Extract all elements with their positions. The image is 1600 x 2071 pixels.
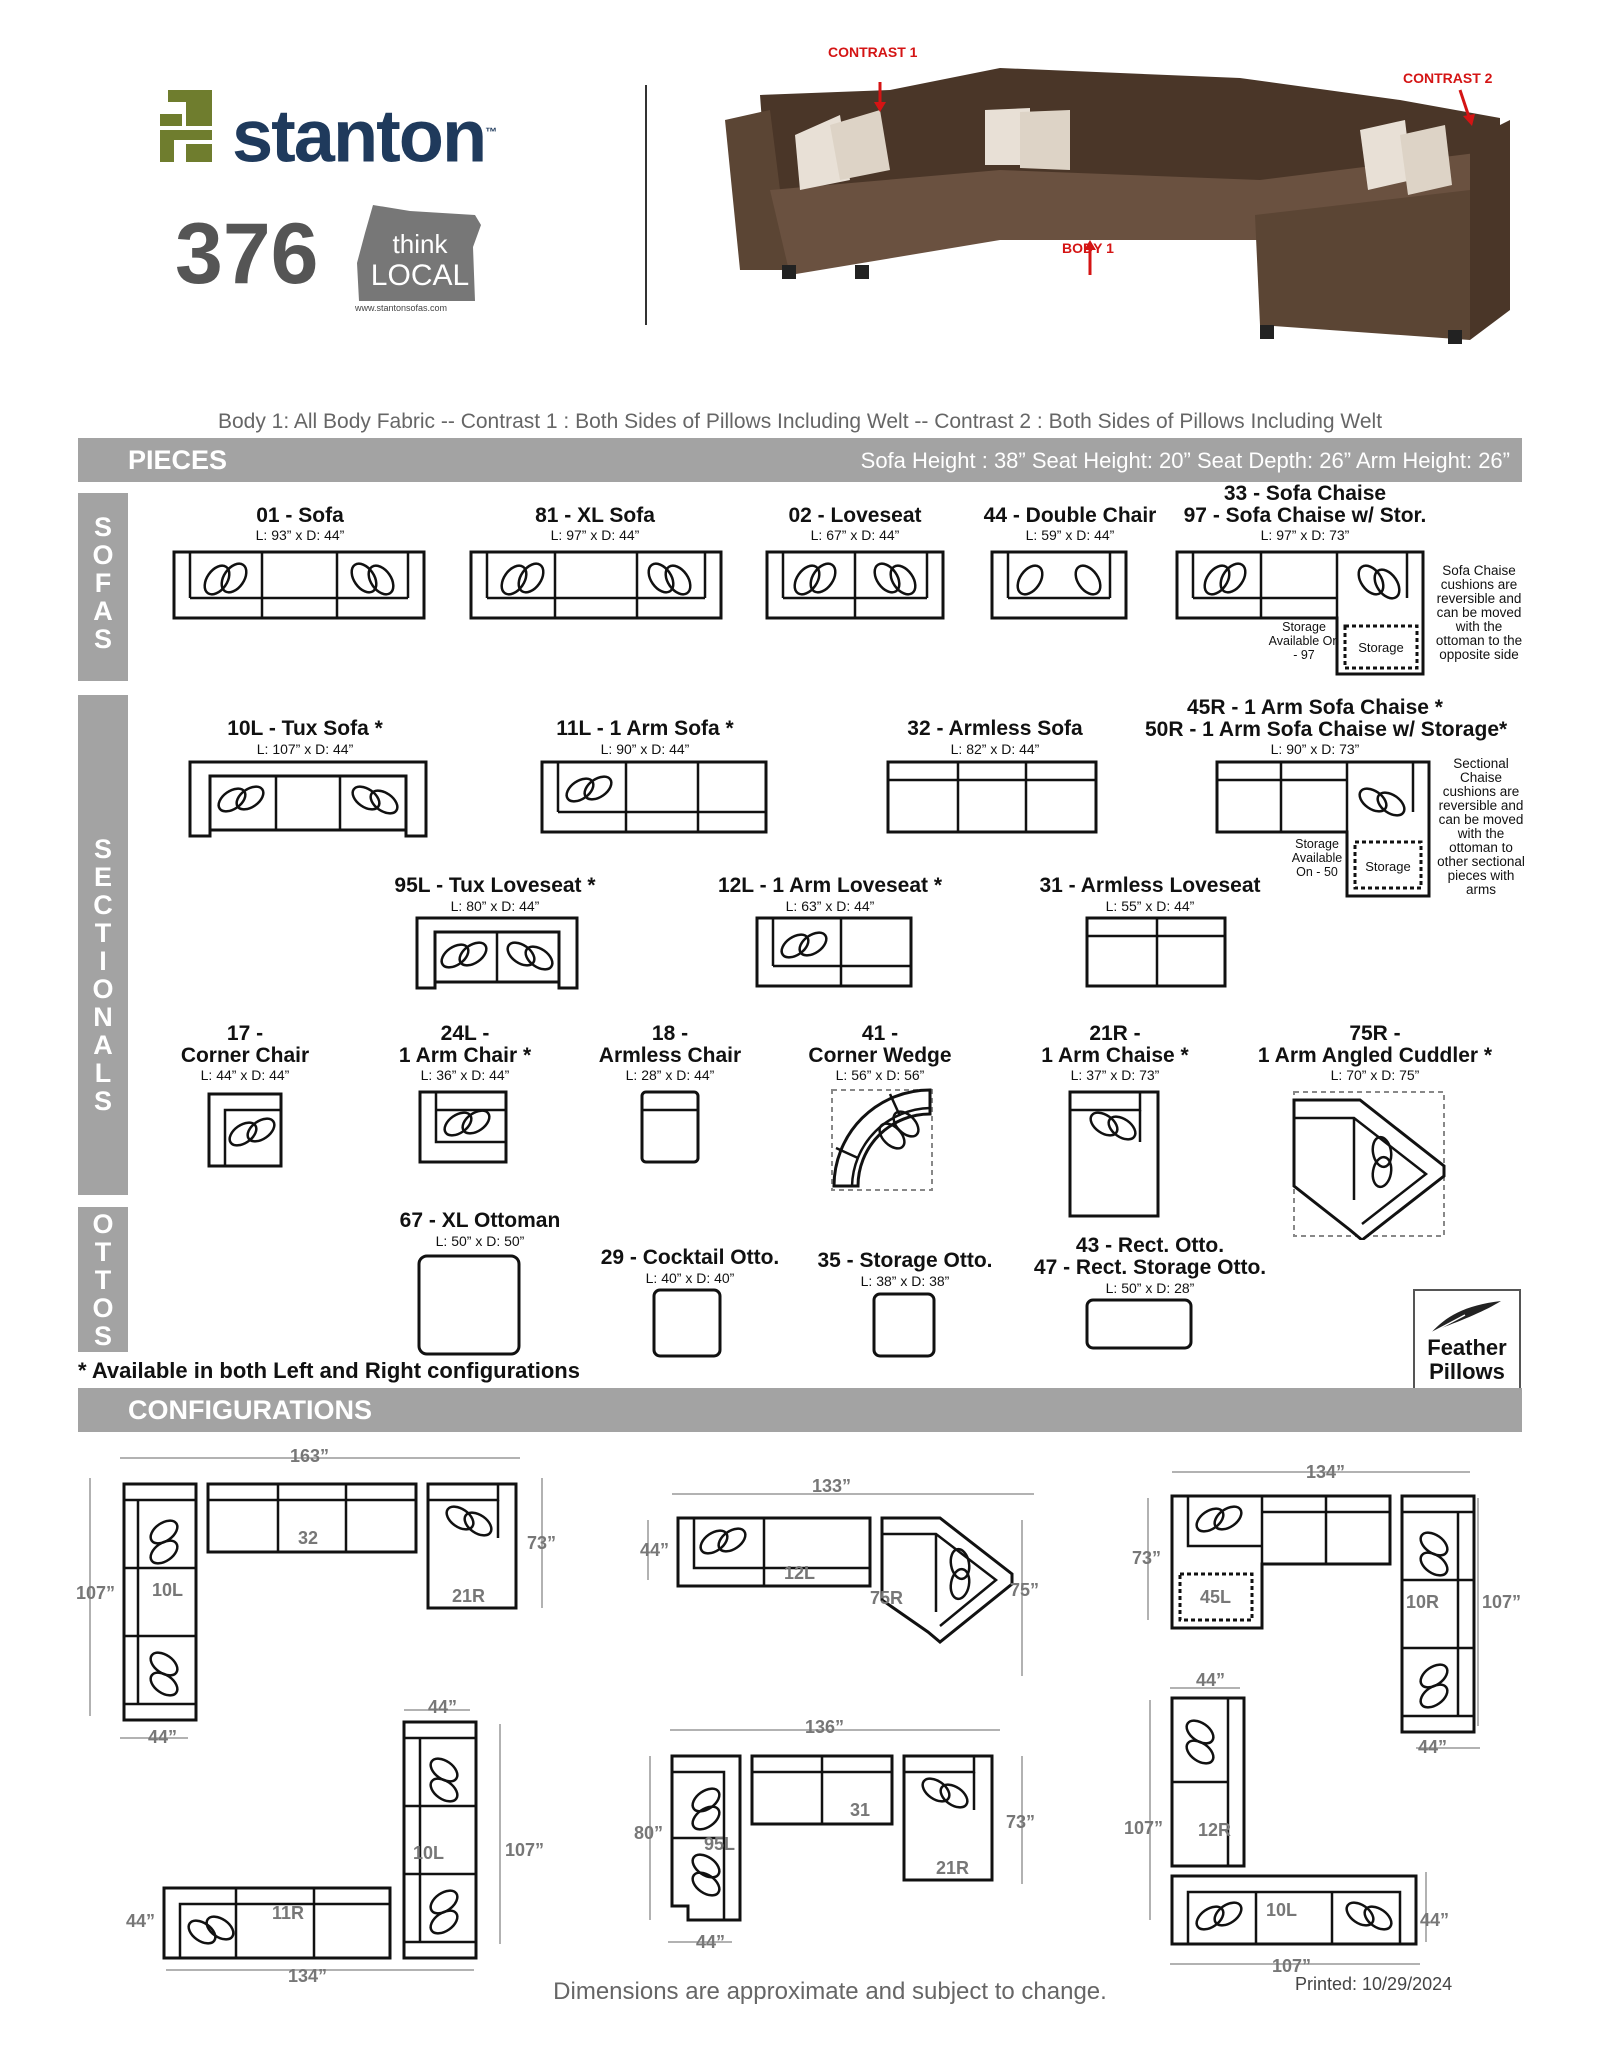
double-chair-44-diagram [990,548,1130,624]
side-label-letter: S [93,834,112,864]
sofa-photo [700,40,1520,360]
contrast2-callout: CONTRAST 2 [1403,70,1493,86]
piece-dims: L: 67” x D: 44” [810,527,900,543]
side-label-letter: S [93,1321,112,1351]
config4-diagram [130,1700,530,1980]
config6-top-dim: 44” [1196,1670,1226,1690]
think-local-badge [355,203,485,313]
piece-name: Corner Chair [180,1044,310,1067]
config5-piece-label: 21R [936,1858,970,1878]
piece-name: 32 - Armless Sofa [907,717,1083,740]
piece-dims: L: 40” x D: 40” [645,1270,735,1286]
piece-name: 50R - 1 Arm Sofa Chaise w/ Storage* [1145,718,1508,741]
piece-name: 67 - XL Ottoman [399,1209,561,1232]
config3-left-dim: 73” [1132,1548,1162,1568]
config1-top-dim: 163” [290,1446,330,1466]
config5-right-dim: 73” [1006,1812,1036,1832]
feather-icon [1425,1297,1505,1337]
piece-dims: L: 107” x D: 44” [256,741,354,757]
chaise-side-note: Sectional Chaise cushions are reversible and can be moved with the ottoman to other sectional pieces with arms [1437,756,1525,897]
side-label-letter: O [92,1209,114,1239]
piece-dims: L: 59” x D: 44” [1025,527,1115,543]
side-label-letter: T [94,1265,112,1295]
side-label-letter: S [93,624,112,654]
piece-name: 24L - [440,1022,490,1045]
config6-diagram [1120,1680,1450,1980]
piece-name: 47 - Rect. Storage Otto. [1033,1256,1267,1279]
side-label-letter: S [93,512,112,542]
piece-name: 1 Arm Chair * [398,1044,532,1067]
angled-cuddler-75r-diagram [1290,1090,1450,1240]
config2-left-dim: 44” [640,1540,670,1560]
piece-name: 75R - [1349,1022,1401,1045]
disclaimer: Dimensions are approximate and subject to change. [553,1978,1107,2005]
arm-loveseat-12l-diagram [755,916,915,992]
corner-wedge-41-diagram [830,1088,934,1192]
config1-piece-label: 32 [298,1528,319,1548]
loveseat-02-diagram [765,548,945,624]
config1-right-dim: 73” [527,1533,557,1553]
footnote: * Available in both Left and Right configurations [78,1358,580,1383]
piece-name: 45R - 1 Arm Sofa Chaise * [1187,696,1443,719]
side-label-letter: E [93,862,112,892]
config4-left-dim: 44” [126,1911,156,1931]
piece-name: 1 Arm Chaise * [1041,1044,1189,1067]
config4-right-dim: 107” [505,1840,545,1860]
piece-dims: L: 36” x D: 44” [420,1067,510,1083]
feather-line1: Feather [1427,1335,1507,1360]
piece-name: 31 - Armless Loveseat [1039,874,1261,897]
config4-top-dim: 44” [428,1697,458,1717]
piece-dims: L: 97” x D: 73” [1260,527,1350,543]
piece-name: 1 Arm Angled Cuddler * [1257,1044,1493,1067]
piece-dims: L: 90” x D: 44” [600,741,690,757]
tux-sofa-10l-diagram [188,760,428,840]
piece-name: 02 - Loveseat [788,504,922,527]
contrast1-callout: CONTRAST 1 [828,44,918,60]
side-label-letter: T [94,1237,112,1267]
configurations-bar [78,1388,1522,1432]
piece-name: Corner Wedge [808,1044,952,1067]
website-text: www.stantonsofas.com [355,303,448,313]
piece-name: 18 - [651,1022,689,1045]
piece-dims: L: 38” x D: 38” [860,1273,950,1289]
feather-pillows-badge [1413,1289,1521,1391]
config6-right-dim: 44” [1420,1910,1450,1930]
storage-ottoman-35-diagram [870,1290,938,1360]
local-text: LOCAL [370,259,470,292]
side-label-sectionals [78,695,128,1195]
armless-sofa-32-diagram [886,760,1100,840]
config2-top-dim: 133” [812,1476,852,1496]
storage-note: Storage Available On - 50 [1291,837,1343,879]
chaise-side-note: Sofa Chaise cushions are reversible and can be moved with the ottoman to the opposite side [1435,563,1523,662]
config6-left-dim: 107” [1124,1818,1164,1838]
config4-piece-label: 10L [413,1843,445,1863]
piece-name: 17 - [226,1022,264,1045]
storage-text: Storage [1365,859,1411,874]
piece-name: 33 - Sofa Chaise [1223,482,1387,505]
side-label-letter: N [93,1002,113,1032]
sectional-sofa-image [700,40,1520,360]
side-label-letter: O [92,974,114,1004]
side-label-letter: A [93,1030,113,1060]
piece-name: 95L - Tux Loveseat * [394,874,596,897]
printed-date: Printed: 10/29/2024 [1295,1974,1453,1994]
xl-ottoman-67-diagram [415,1252,525,1358]
piece-name: 11L - 1 Arm Sofa * [556,717,734,740]
fabric-note: Body 1: All Body Fabric -- Contrast 1 : Both Sides of Pillows Including Welt -- Contrast 2 : Both Sides of Pillows Including Welt [217,410,1383,433]
config4-piece-label: 11R [272,1903,305,1923]
config3-bottom-dim: 44” [1418,1737,1448,1757]
piece-name: 10L - Tux Sofa * [227,717,383,740]
side-label-letter: I [99,946,107,976]
model-number: 376 [175,206,319,302]
configurations-title: CONFIGURATIONS [128,1395,372,1425]
config5-bottom-dim: 44” [696,1932,726,1952]
armless-chair-18-diagram [640,1090,702,1166]
tux-loveseat-95l-diagram [415,916,580,992]
piece-dims: L: 82” x D: 44” [950,741,1040,757]
config1-piece-label: 21R [452,1586,486,1606]
piece-name: 29 - Cocktail Otto. [600,1246,780,1269]
pieces-specs: Sofa Height : 38” Seat Height: 20” Seat Depth: 26” Arm Height: 26” [860,448,1510,473]
side-label-letter: O [92,1293,114,1323]
piece-dims: L: 63” x D: 44” [785,898,875,914]
piece-name: Armless Chair [598,1044,742,1067]
piece-dims: L: 28” x D: 44” [625,1067,715,1083]
piece-name: 35 - Storage Otto. [817,1249,993,1272]
sofa-01-diagram [172,548,426,624]
piece-name: 81 - XL Sofa [535,504,655,527]
piece-name: 43 - Rect. Otto. [1075,1234,1225,1257]
storage-note: Storage Available On - 97 [1268,620,1340,662]
corner-chair-17-diagram [205,1090,285,1170]
piece-dims: L: 90” x D: 73” [1270,741,1360,757]
piece-dims: L: 55” x D: 44” [1105,898,1195,914]
arm-chaise-21r-diagram [1068,1090,1164,1220]
sofa-81-diagram [469,548,723,624]
config2-piece-label: 12L [784,1563,816,1583]
think-text: think [392,229,448,259]
brand-logo [160,90,540,180]
storage-text: Storage [1358,640,1404,655]
piece-name: 97 - Sofa Chaise w/ Stor. [1183,504,1427,527]
feather-line2: Pillows [1429,1359,1505,1384]
config6-piece-label: 10L [1266,1900,1298,1920]
config5-top-dim: 136” [805,1717,845,1737]
config6-bottom-dim: 107” [1272,1956,1312,1976]
config1-piece-label: 10L [152,1580,184,1600]
piece-name: 44 - Double Chair [983,504,1157,527]
side-label-letter: L [94,1058,112,1088]
brand-name: stanton™ [232,94,496,178]
side-label-letter: A [93,596,113,626]
piece-dims: L: 56” x D: 56” [835,1067,925,1083]
config3-piece-label: 45L [1200,1587,1232,1607]
config1-bottom-dim: 44” [148,1727,178,1747]
side-label-letter: S [93,1086,112,1116]
arm-sofa-11l-diagram [540,760,770,840]
piece-dims: L: 37” x D: 73” [1070,1067,1160,1083]
piece-dims: L: 93” x D: 44” [255,527,345,543]
pieces-title: PIECES [128,445,228,475]
piece-name: 41 - [861,1022,899,1045]
config2-right-dim: 75” [1010,1580,1040,1600]
piece-dims: L: 70” x D: 75” [1330,1067,1420,1083]
pieces-bar [78,438,1522,482]
side-label-letter: O [92,540,114,570]
piece-dims: L: 80” x D: 44” [450,898,540,914]
config3-right-dim: 107” [1482,1592,1522,1612]
piece-name: 12L - 1 Arm Loveseat * [717,874,943,897]
arm-chair-24l-diagram [418,1090,510,1166]
armless-loveseat-31-diagram [1085,916,1229,992]
piece-name: 21R - [1089,1022,1141,1045]
side-label-letter: C [93,890,113,920]
config5-piece-label: 95L [704,1834,736,1854]
config2-diagram [640,1480,1060,1690]
rect-ottoman-43-diagram [1083,1296,1195,1352]
body1-callout: BODY 1 [1062,240,1114,256]
cocktail-ottoman-29-diagram [650,1286,724,1360]
config2-piece-label: 75R [870,1588,904,1608]
piece-dims: L: 50” x D: 50” [435,1233,525,1249]
side-label-letter: F [94,568,112,598]
piece-dims: L: 44” x D: 44” [200,1067,290,1083]
side-label-ottos [78,1207,128,1352]
config5-piece-label: 31 [850,1800,871,1820]
piece-name: 01 - Sofa [256,504,344,527]
header-divider [645,85,647,325]
config4-bottom-dim: 134” [288,1966,328,1986]
config6-piece-label: 12R [1198,1820,1232,1840]
piece-dims: L: 50” x D: 28” [1105,1280,1195,1296]
config3-top-dim: 134” [1306,1462,1346,1482]
side-label-letter: T [94,918,112,948]
stanton-mark-icon [160,90,230,170]
side-label-sofas [78,493,128,681]
config5-left-dim: 80” [634,1823,664,1843]
piece-dims: L: 97” x D: 44” [550,527,640,543]
config1-left-dim: 107” [76,1583,116,1603]
config3-piece-label: 10R [1406,1592,1440,1612]
